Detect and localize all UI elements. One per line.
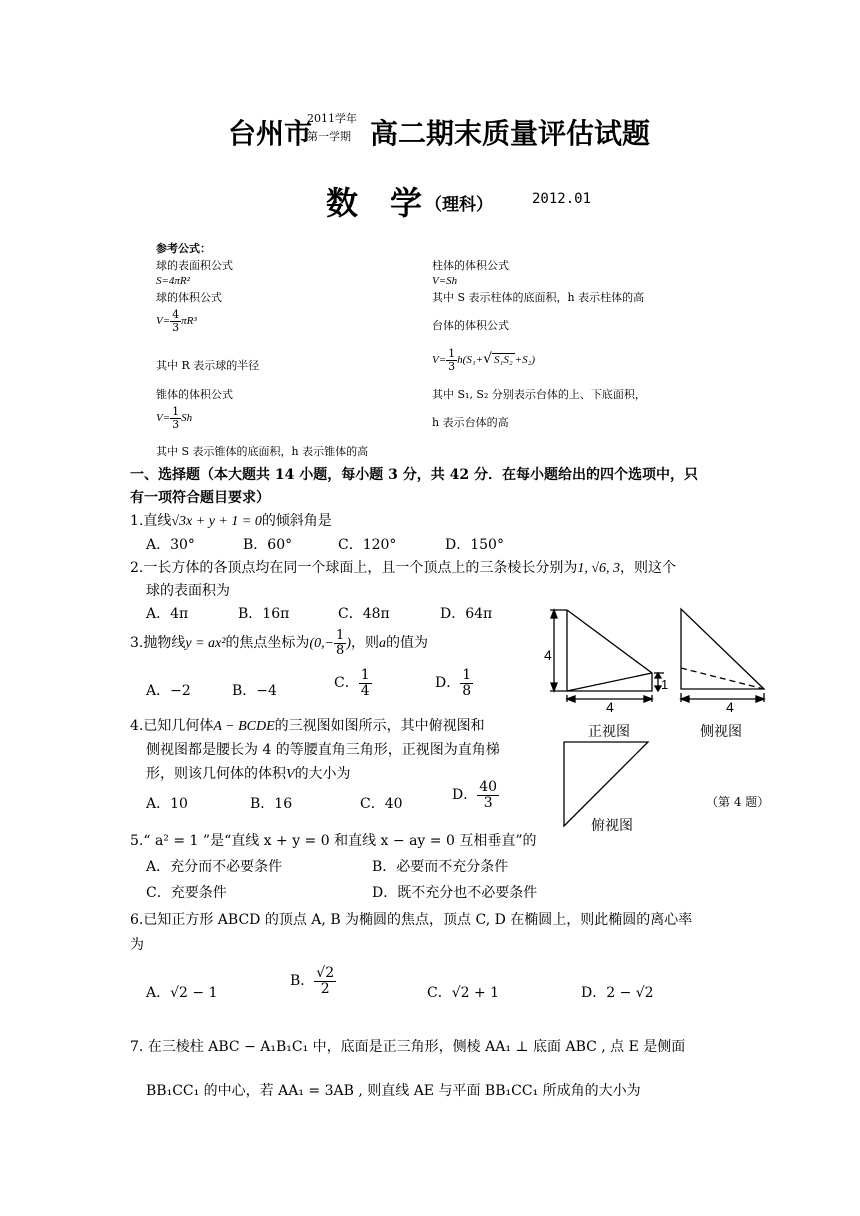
q5-option-b: B．必要而不充分条件 — [372, 859, 509, 875]
q2-option-d: D．64π — [440, 606, 493, 622]
q5-option-d: D．既不充分也不必要条件 — [372, 885, 538, 901]
header-city: 台州市 — [228, 117, 313, 150]
question-6-line1: 6.已知正方形 ABCD 的顶点 A, B 为椭圆的焦点，顶点 C, D 在椭圆上，则此椭圆的离心率 — [130, 912, 693, 928]
q3-option-d: D． $\frac{1}{8}$ — [435, 667, 472, 699]
q1-option-d: D．150° — [445, 537, 504, 553]
q1-option-c: C．120° — [338, 537, 397, 553]
formula-right-2: 其中 S 表示柱体的底面积，h 表示柱体的高 — [432, 291, 645, 304]
top-view-label: 俯视图 — [591, 818, 633, 834]
formulas-heading: 参考公式： — [156, 242, 211, 255]
front-view-label: 正视图 — [588, 724, 630, 740]
q5-option-a: A．充分而不必要条件 — [146, 859, 283, 875]
section-header-line1: 一、选择题（本大题共 14 小题，每小题 3 分，共 42 分．在每小题给出的四个选项中，只 — [130, 467, 698, 483]
question-6-line2: 为 — [130, 937, 144, 953]
section-header-line2: 有一项符合题目要求） — [130, 490, 270, 506]
side-view — [681, 609, 764, 702]
q6-option-b: B． $\frac{√2}{2}$ — [290, 965, 335, 997]
figure-caption: （第 4 题） — [706, 795, 770, 809]
formula-sphere-volume: V= $\frac{4}{3}$ πR³ — [156, 308, 197, 334]
formula-left-2: 球的体积公式 — [156, 291, 222, 304]
formula-right-1: V=Sh — [432, 275, 458, 287]
q2-option-c: C．48π — [338, 606, 390, 622]
q4-option-a: A．10 — [146, 796, 188, 812]
front-small-dim: 1 — [661, 677, 669, 692]
question-4-line2: 侧视图都是腰长为 4 的等腰直角三角形，正视图为直角梯 — [146, 742, 500, 758]
subject-note: （理科） — [425, 195, 493, 215]
q6-option-c: C．√2 + 1 — [427, 985, 500, 1001]
front-height-dim: 4 — [544, 647, 552, 663]
formula-left-1: S=4πR² — [156, 275, 190, 287]
side-view-label: 侧视图 — [700, 724, 742, 740]
question-7-line1: 7. 在三棱柱 ABC − A₁B₁C₁ 中，底面是正三角形，侧棱 AA₁ ⊥ 底面 ABC , 点 E 是侧面 — [130, 1039, 686, 1055]
header-semester: 第一学期 — [307, 130, 351, 143]
question-4-line3: 形，则该几何体的体积V的大小为 — [146, 766, 351, 782]
formula-cone-volume: V= $\frac{1}{3}$ Sh — [156, 405, 193, 431]
formula-right-6: h 表示台体的高 — [432, 416, 509, 429]
q6-option-d: D．2 − √2 — [581, 985, 654, 1001]
formula-left-4: 其中 R 表示球的半径 — [156, 359, 260, 372]
formula-right-5: 其中 S₁, S₂ 分别表示台体的上、下底面积， — [432, 388, 646, 401]
q4-option-d: D． $\frac{40}{3}$ — [452, 779, 498, 811]
q3-option-b: B．−4 — [232, 683, 277, 699]
front-view — [550, 610, 664, 702]
q4-option-c: C．40 — [360, 796, 403, 812]
top-view — [564, 742, 648, 826]
formula-left-7: 其中 S 表示锥体的底面积，h 表示锥体的高 — [156, 445, 369, 458]
formula-frustum-volume: V= $\frac{1}{3}$ h(S₁+√ S₁S₂ +S₂) — [432, 347, 536, 373]
q3-option-a: A．−2 — [146, 683, 191, 699]
formula-right-0: 柱体的体积公式 — [432, 259, 509, 272]
question-3: 3.抛物线y = ax²的焦点坐标为(0,− $\frac{1}{8}$ )，则a的值为 — [130, 628, 428, 658]
q2-option-a: A．4π — [146, 606, 189, 622]
question-2-line1: 2.一长方体的各顶点均在同一个球面上，且一个顶点上的三条棱长分别为1, √6, 3，则这个 — [130, 560, 677, 576]
question-5: 5.“ a² = 1 ”是“直线 x + y = 0 和直线 x − ay = 0 互相垂直”的 — [130, 833, 537, 849]
q6-option-a: A．√2 − 1 — [146, 985, 218, 1001]
header-year: 2011学年 — [307, 112, 357, 125]
side-base-dim: 4 — [726, 699, 734, 715]
subject-title: 数 学 — [326, 184, 423, 222]
q2-option-b: B．16π — [238, 606, 290, 622]
q1-option-b: B．60° — [243, 537, 293, 553]
formula-left-5: 锥体的体积公式 — [156, 388, 233, 401]
q3-option-c: C． $\frac{1}{4}$ — [334, 667, 370, 699]
question-1: 1.直线√3x + y + 1 = 0的倾斜角是 — [130, 513, 332, 529]
exam-date: 2012.01 — [532, 191, 592, 207]
q4-option-b: B．16 — [250, 796, 293, 812]
header-title: 高二期末质量评估试题 — [370, 117, 651, 150]
question-4-line1: 4.已知几何体A − BCDE的三视图如图所示，其中俯视图和 — [130, 718, 485, 734]
question-7-line2: BB₁CC₁ 的中心，若 AA₁ = 3AB , 则直线 AE 与平面 BB₁CC₁ 所成角的大小为 — [146, 1083, 641, 1099]
formula-right-3: 台体的体积公式 — [432, 319, 509, 332]
q1-option-a: A．30° — [146, 537, 195, 553]
q5-option-c: C．充要条件 — [146, 885, 227, 901]
front-base-dim: 4 — [606, 699, 614, 715]
formula-left-0: 球的表面积公式 — [156, 259, 233, 272]
question-2-line2: 球的表面积为 — [146, 583, 230, 599]
